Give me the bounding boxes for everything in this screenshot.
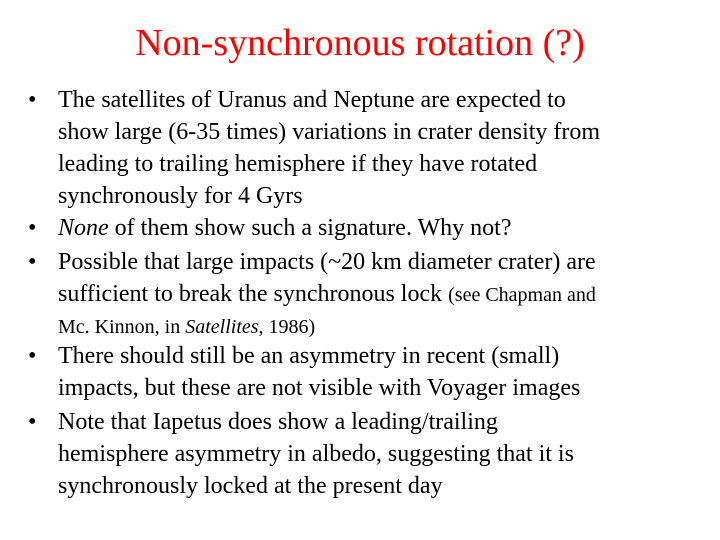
citation-post: , 1986) [258,316,316,338]
citation-line [58,311,720,343]
bullet-dot: • [28,249,37,275]
bullet-dot: • [28,343,37,369]
citation-italic: Satellites [185,316,259,338]
slide-title: Non-synchronous rotation (?) [135,22,585,64]
bullet-text [58,212,720,244]
bullet-dot: • [28,409,37,435]
bullet-text [58,340,720,404]
bullet-line: show large (6-35 times) variations in crater density from [58,119,601,145]
bullet-line-rest: of them show such a signature. Why not? [108,215,512,241]
bullet-text [58,246,720,343]
bullet-line: There should still be an asymmetry in recent (small) [58,343,560,369]
bullet-line-main: sufficient to break the synchronous lock [58,281,449,307]
bullet-line: synchronously for 4 Gyrs [58,183,303,209]
bullet-text [58,406,720,502]
bullet-dot: • [28,215,37,241]
bullet-line: Note that Iapetus does show a leading/trailing [58,409,498,435]
bullet-line: leading to trailing hemisphere if they have rotated [58,151,538,177]
bullet-line: impacts, but these are not visible with Voyager images [58,375,581,401]
bullet-dot: • [28,87,37,113]
bullet-line: hemisphere asymmetry in albedo, suggesting that it is [58,441,574,467]
bullet-line [58,278,720,311]
emphasis-text: None [58,215,109,241]
bullet-line: The satellites of Uranus and Neptune are expected to [58,87,566,113]
bullet-line: Possible that large impacts (~20 km diameter crater) are [58,249,596,275]
bullet-text [58,84,720,212]
bullet-line: synchronously locked at the present day [58,473,443,499]
citation-pre: Mc. Kinnon, in [58,316,186,338]
citation-text: (see Chapman and [448,284,596,306]
bullet-line [58,212,720,244]
